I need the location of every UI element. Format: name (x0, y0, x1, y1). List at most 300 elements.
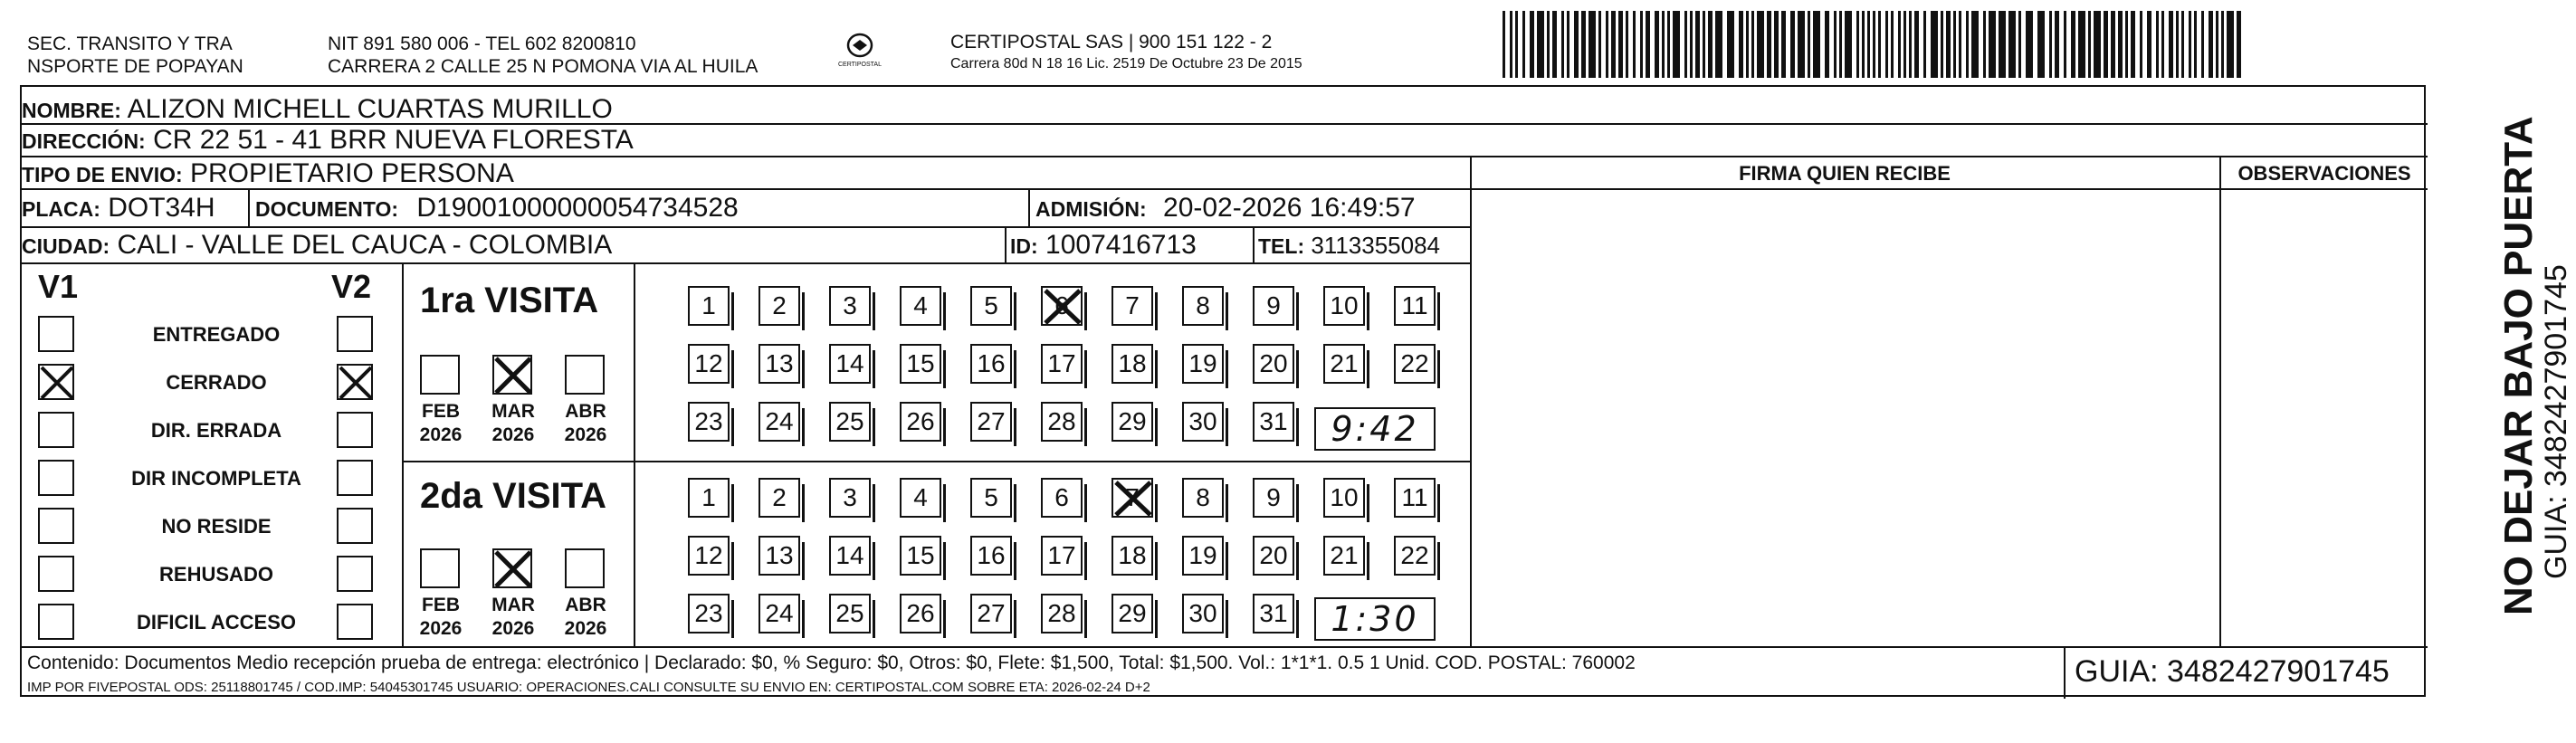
day-number: 7 (1125, 483, 1140, 511)
day-number: 18 (1118, 541, 1147, 569)
day-number: 31 (1259, 407, 1288, 435)
row-divider (22, 262, 1470, 264)
v2-checkbox[interactable] (337, 604, 373, 640)
month-checkbox[interactable] (565, 548, 605, 588)
day-number: 23 (694, 599, 723, 627)
day-number: 4 (913, 291, 928, 319)
barcode-bar (1839, 11, 1842, 78)
barcode-bar (1574, 11, 1579, 78)
second-visit-time: 1:30 (1314, 597, 1436, 641)
day-box[interactable] (1182, 402, 1224, 442)
month-checkbox[interactable] (492, 548, 532, 588)
day-box[interactable] (970, 286, 1012, 326)
barcode-bar (1581, 11, 1586, 78)
day-box[interactable] (758, 594, 800, 633)
plate-value: DOT34H (108, 193, 215, 223)
barcode-bar (1522, 11, 1525, 78)
plate-label: PLACA: (22, 197, 100, 221)
day-number: 29 (1118, 599, 1147, 627)
barcode-bar (2140, 11, 2142, 78)
barcode-bar (1655, 11, 1659, 78)
day-box[interactable] (829, 286, 871, 326)
first-visit-time: 9:42 (1314, 407, 1436, 451)
day-box[interactable] (970, 344, 1012, 384)
courier-info (950, 31, 1302, 73)
day-box[interactable] (1253, 402, 1294, 442)
day-box[interactable] (1041, 286, 1083, 326)
day-box[interactable] (758, 402, 800, 442)
month-checkbox[interactable] (420, 548, 460, 588)
day-box[interactable] (688, 536, 730, 576)
v2-checkbox[interactable] (337, 412, 373, 448)
day-box[interactable] (1111, 344, 1153, 384)
barcode-bar (1567, 11, 1569, 78)
barcode-bar (1515, 11, 1518, 78)
barcode-bar (1914, 11, 1919, 78)
month-label (554, 594, 617, 641)
signature-left-border (1470, 157, 1472, 646)
day-number: 22 (1400, 541, 1429, 569)
barcode-bar (2118, 11, 2123, 78)
footer-guia: GUIA: 3482427901745 (2075, 654, 2390, 689)
v2-checkbox[interactable] (337, 364, 373, 400)
month-year: 2026 (564, 424, 607, 445)
id-label: ID: (1010, 234, 1038, 258)
barcode-bar (1862, 11, 1865, 78)
name-label: NOMBRE: (22, 99, 121, 122)
barcode-bar (1959, 11, 1961, 78)
day-number: 26 (906, 407, 935, 435)
month-checkbox[interactable] (565, 355, 605, 395)
courier-logo (835, 27, 885, 74)
recipient-address: CR 22 51 - 41 BRR NUEVA FLORESTA (153, 125, 634, 155)
day-box[interactable] (758, 536, 800, 576)
barcode-bar (2156, 11, 2159, 78)
barcode-bar (1774, 11, 1779, 78)
month-year: 2026 (491, 424, 535, 445)
day-number: 28 (1047, 407, 1076, 435)
sender-line-1: SEC. TRANSITO Y TRA (27, 33, 233, 54)
barcode-bar (1845, 11, 1852, 78)
barcode-bar (1727, 11, 1734, 78)
barcode-bar (2221, 11, 2224, 78)
day-box[interactable] (688, 344, 730, 384)
id-cell (1010, 228, 1197, 262)
day-number: 29 (1118, 407, 1147, 435)
barcode-bar (2111, 11, 2115, 78)
barcode-bar (1598, 11, 1601, 78)
barcode-bar (1867, 11, 1870, 78)
barcode-bar (2227, 11, 2234, 78)
day-number: 12 (694, 349, 723, 377)
month-name: ABR (565, 401, 606, 422)
barcode-bar (1589, 11, 1596, 78)
barcode-bar (1561, 11, 1564, 78)
barcode-bar (1878, 11, 1881, 78)
barcode-bar (2131, 11, 2135, 78)
day-number: 27 (977, 599, 1006, 627)
day-number: 10 (1330, 291, 1359, 319)
cell-divider (1005, 228, 1007, 262)
v2-checkbox[interactable] (337, 508, 373, 544)
barcode-bar (2194, 11, 2197, 78)
visit-divider (402, 461, 1470, 462)
day-number: 20 (1259, 541, 1288, 569)
day-box[interactable] (1253, 286, 1294, 326)
barcode-bar (1825, 11, 1829, 78)
barcode-bar (2176, 11, 2179, 78)
v1-checkbox[interactable] (38, 412, 74, 448)
second-visit-title: 2da VISITA (420, 476, 606, 516)
barcode-bar (2189, 11, 2191, 78)
day-box[interactable] (758, 344, 800, 384)
barcode-bar (1941, 11, 1943, 78)
day-number: 24 (765, 599, 794, 627)
barcode-bar (1662, 11, 1665, 78)
day-box[interactable] (829, 478, 871, 518)
status-label: ENTREGADO (152, 323, 281, 346)
footer-divider (22, 646, 2428, 648)
barcode-bar (1966, 11, 1969, 78)
day-number: 31 (1259, 599, 1288, 627)
day-box[interactable] (1323, 478, 1365, 518)
day-box[interactable] (970, 536, 1012, 576)
v2-header: V2 (331, 268, 372, 305)
day-box[interactable] (1253, 344, 1294, 384)
day-box[interactable] (829, 344, 871, 384)
day-number: 30 (1188, 599, 1217, 627)
barcode-bar (1611, 11, 1616, 78)
status-label: CERRADO (166, 371, 267, 394)
day-box[interactable] (900, 286, 941, 326)
day-number: 18 (1118, 349, 1147, 377)
barcode-bar (1983, 11, 1986, 78)
barcode-bar (1946, 11, 1951, 78)
day-box[interactable] (1182, 344, 1224, 384)
name-row (22, 96, 2428, 125)
document-value: D19001000000054734528 (416, 193, 739, 223)
day-box[interactable] (1182, 478, 1224, 518)
barcode-bar (1767, 11, 1771, 78)
day-box[interactable] (829, 536, 871, 576)
day-box[interactable] (970, 478, 1012, 518)
type-row (22, 157, 1470, 188)
barcode-bar (1891, 11, 1894, 78)
status-label: REHUSADO (159, 563, 273, 586)
barcode-bar (1834, 11, 1837, 78)
status-label: DIFICIL ACCESO (136, 611, 296, 633)
day-number: 21 (1330, 349, 1359, 377)
day-number: 17 (1047, 541, 1076, 569)
barcode-bar (1813, 11, 1820, 78)
day-number: 1 (701, 291, 716, 319)
admission-cell (1035, 190, 1416, 226)
v1-header: V1 (38, 268, 79, 305)
barcode-bar (1798, 11, 1805, 78)
day-number: 8 (1196, 483, 1210, 511)
day-box[interactable] (1253, 594, 1294, 633)
address-label: DIRECCIÓN: (22, 129, 146, 153)
document-label: DOCUMENTO: (255, 197, 399, 221)
v1-checkbox[interactable] (38, 364, 74, 400)
day-box[interactable] (1182, 594, 1224, 633)
v1-checkbox[interactable] (38, 316, 74, 352)
barcode-bar (2049, 11, 2052, 78)
barcode-bar (1552, 11, 1557, 78)
barcode-bar (2147, 11, 2151, 78)
day-number: 28 (1047, 599, 1076, 627)
day-box[interactable] (1041, 594, 1083, 633)
day-number: 17 (1047, 349, 1076, 377)
document-cell (255, 190, 739, 226)
day-number: 26 (906, 599, 935, 627)
barcode-bar (2104, 11, 2108, 78)
v1-checkbox[interactable] (38, 604, 74, 640)
barcode-bar (1790, 11, 1795, 78)
barcode-bar (1667, 11, 1670, 78)
barcode (1503, 11, 2245, 78)
day-box[interactable] (900, 594, 941, 633)
day-number: 6 (1054, 483, 1069, 511)
month-year: 2026 (491, 618, 535, 639)
day-box[interactable] (1111, 402, 1153, 442)
tel-value: 3113355084 (1311, 232, 1441, 259)
barcode-bar (1953, 11, 1956, 78)
barcode-bar (1695, 11, 1700, 78)
barcode-bar (1931, 11, 1938, 78)
barcode-bar (2209, 11, 2213, 78)
day-box[interactable] (1111, 536, 1153, 576)
barcode-bar (1646, 11, 1650, 78)
v1-checkbox[interactable] (38, 508, 74, 544)
barcode-bar (1923, 11, 1926, 78)
guia-cell-border (2064, 646, 2066, 699)
day-number: 19 (1188, 349, 1217, 377)
day-number: 24 (765, 407, 794, 435)
day-box[interactable] (688, 594, 730, 633)
shipment-type: PROPIETARIO PERSONA (189, 158, 514, 188)
barcode-bar (1746, 11, 1749, 78)
day-box[interactable] (1253, 478, 1294, 518)
barcode-bar (1503, 11, 1505, 78)
day-number: 7 (1125, 291, 1140, 319)
observations-left-border (2219, 157, 2221, 646)
day-box[interactable] (829, 594, 871, 633)
day-number: 30 (1188, 407, 1217, 435)
day-number: 6 (1054, 291, 1069, 319)
day-box[interactable] (900, 536, 941, 576)
day-box[interactable] (1041, 536, 1083, 576)
barcode-bar (2201, 11, 2204, 78)
barcode-bar (2071, 11, 2075, 78)
sender-name (27, 33, 243, 78)
day-number: 11 (1401, 483, 1428, 511)
barcode-bar (1739, 11, 1743, 78)
day-box[interactable] (1111, 478, 1153, 518)
barcode-bar (1510, 11, 1512, 78)
barcode-bar (1537, 11, 1544, 78)
print-info: IMP POR FIVEPOSTAL ODS: 25118801745 / COD.IMP: 54045301745 USUARIO: OPERACIONES.CALI CONSULTE SU ENVIO EN: CERTIPOSTAL.COM SOBRE ETA: 2026-02-24 D+2 (27, 680, 1150, 695)
day-box[interactable] (1182, 536, 1224, 576)
day-number: 8 (1196, 291, 1210, 319)
day-box[interactable] (970, 402, 1012, 442)
barcode-bar (1640, 11, 1643, 78)
day-number: 9 (1266, 291, 1281, 319)
sender-address: CARRERA 2 CALLE 25 N POMONA VIA AL HUILA (328, 56, 758, 77)
barcode-bar (1673, 11, 1680, 78)
day-box[interactable] (900, 478, 941, 518)
barcode-bar (1971, 11, 1979, 78)
day-box[interactable] (1041, 344, 1083, 384)
day-number: 14 (835, 541, 864, 569)
day-number: 10 (1330, 483, 1359, 511)
barcode-bar (1885, 11, 1888, 78)
day-number: 9 (1266, 483, 1281, 511)
month-checkbox[interactable] (492, 355, 532, 395)
day-number: 5 (984, 291, 998, 319)
barcode-bar (2026, 11, 2033, 78)
barcode-bar (1530, 11, 1534, 78)
day-number: 3 (843, 291, 857, 319)
month-name: ABR (565, 595, 606, 615)
day-box[interactable] (1041, 402, 1083, 442)
barcode-bar (2055, 11, 2059, 78)
barcode-bar (2088, 11, 2091, 78)
side-warning: NO DEJAR BAJO PUERTA (2496, 116, 2541, 615)
admission-label: ADMISIÓN: (1035, 197, 1147, 221)
day-box[interactable] (688, 402, 730, 442)
day-box[interactable] (1111, 286, 1153, 326)
barcode-bar (1547, 11, 1550, 78)
month-label (482, 594, 545, 641)
barcode-bar (1808, 11, 1810, 78)
courier-address: Carrera 80d N 18 16 Lic. 2519 De Octubre 23 De 2015 (950, 56, 1302, 71)
v2-checkbox[interactable] (337, 556, 373, 592)
barcode-bar (1751, 11, 1754, 78)
city-cell (22, 228, 612, 262)
v2-checkbox[interactable] (337, 316, 373, 352)
first-visit-title: 1ra VISITA (420, 281, 599, 320)
barcode-bar (2037, 11, 2045, 78)
day-number: 25 (835, 599, 864, 627)
day-box[interactable] (1323, 344, 1365, 384)
day-box[interactable] (1253, 536, 1294, 576)
month-name: FEB (422, 595, 460, 615)
barcode-bar (1715, 11, 1722, 78)
day-number: 5 (984, 483, 998, 511)
month-name: MAR (491, 401, 535, 422)
day-box[interactable] (1394, 536, 1436, 576)
cell-divider (248, 190, 250, 226)
observations-column-header: OBSERVACIONES (2237, 162, 2411, 185)
status-label: DIR INCOMPLETA (131, 467, 301, 490)
day-number: 19 (1188, 541, 1217, 569)
barcode-bar (1606, 11, 1608, 78)
barcode-bar (2161, 11, 2164, 78)
barcode-bar (1903, 11, 1906, 78)
barcode-bar (2094, 11, 2101, 78)
tel-cell (1258, 228, 1440, 262)
day-box[interactable] (758, 478, 800, 518)
barcode-bar (2237, 11, 2241, 78)
day-box[interactable] (829, 402, 871, 442)
day-number: 15 (906, 541, 935, 569)
day-box[interactable] (1394, 344, 1436, 384)
barcode-bar (1781, 11, 1786, 78)
day-box[interactable] (1323, 536, 1365, 576)
day-box[interactable] (1041, 478, 1083, 518)
sender-nit: NIT 891 580 006 - TEL 602 8200810 (328, 33, 636, 54)
courier-name: CERTIPOSTAL SAS | 900 151 122 - 2 (950, 32, 1273, 52)
city-value: CALI - VALLE DEL CAUCA - COLOMBIA (117, 230, 613, 260)
month-label (482, 400, 545, 447)
barcode-bar (1909, 11, 1912, 78)
day-number: 21 (1330, 541, 1359, 569)
day-box[interactable] (758, 286, 800, 326)
status-label: DIR. ERRADA (150, 419, 282, 442)
day-box[interactable] (1394, 286, 1436, 326)
day-number: 12 (694, 541, 723, 569)
day-box[interactable] (1323, 286, 1365, 326)
day-box[interactable] (1182, 286, 1224, 326)
waybill-frame (20, 85, 2426, 697)
month-year: 2026 (564, 618, 607, 639)
month-label (409, 400, 472, 447)
barcode-bar (2018, 11, 2021, 78)
day-number: 15 (906, 349, 935, 377)
month-name: MAR (491, 595, 535, 615)
day-number: 23 (694, 407, 723, 435)
day-number: 22 (1400, 349, 1429, 377)
barcode-bar (1703, 11, 1705, 78)
city-label: CIUDAD: (22, 234, 110, 258)
courier-logo-text: CERTIPOSTAL (838, 62, 882, 68)
day-box[interactable] (688, 478, 730, 518)
day-number: 16 (977, 349, 1006, 377)
address-row (22, 125, 2428, 157)
day-box[interactable] (688, 286, 730, 326)
day-box[interactable] (970, 594, 1012, 633)
sender-line-2: NSPORTE DE POPAYAN (27, 56, 243, 77)
sender-contact (328, 33, 758, 78)
day-box[interactable] (1111, 594, 1153, 633)
barcode-bar (1626, 11, 1628, 78)
month-checkbox[interactable] (420, 355, 460, 395)
v1-checkbox[interactable] (38, 556, 74, 592)
barcode-bar (1856, 11, 1859, 78)
barcode-bar (1690, 11, 1693, 78)
day-number: 16 (977, 541, 1006, 569)
barcode-bar (1633, 11, 1636, 78)
v1-checkbox[interactable] (38, 460, 74, 496)
status-label: NO RESIDE (161, 515, 272, 538)
day-number: 3 (843, 483, 857, 511)
tel-label: TEL: (1258, 234, 1305, 258)
barcode-bar (2169, 11, 2173, 78)
type-label: TIPO DE ENVIO: (22, 163, 183, 186)
day-box[interactable] (900, 344, 941, 384)
barcode-bar (2125, 11, 2128, 78)
barcode-bar (1999, 11, 2006, 78)
signature-column-header: FIRMA QUIEN RECIBE (1739, 162, 1951, 185)
barcode-bar (2078, 11, 2085, 78)
day-box[interactable] (900, 402, 941, 442)
day-number: 27 (977, 407, 1006, 435)
content-description: Contenido: Documentos Medio recepción prueba de entrega: electrónico | Declarado: $0, % Seguro: $0, Otros: $0, Flete: $1,500, Total: $1,500. Vol.: 1*1*1. 0.5 1 Unid. COD. POSTAL: 760002 (27, 653, 1636, 673)
day-box[interactable] (1394, 478, 1436, 518)
v2-checkbox[interactable] (337, 460, 373, 496)
barcode-bar (1708, 11, 1713, 78)
